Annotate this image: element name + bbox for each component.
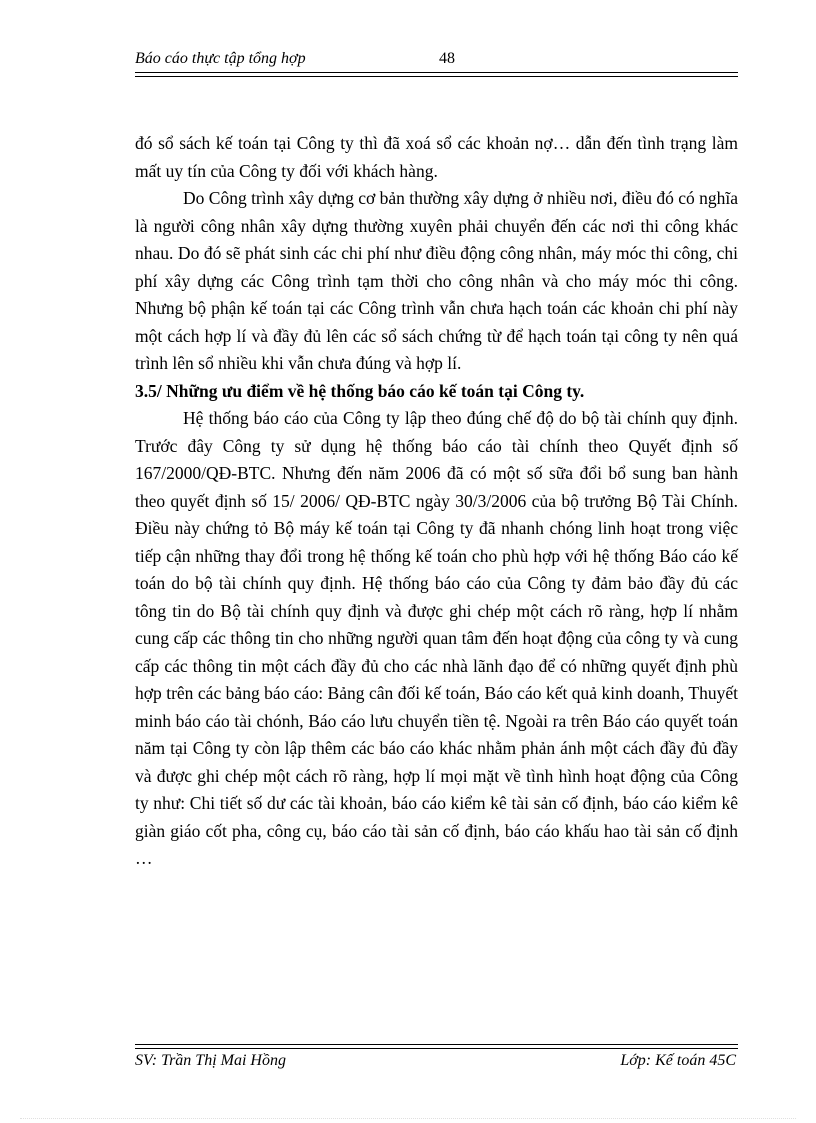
- page-number: 48: [439, 50, 455, 67]
- paragraph: đó sổ sách kế toán tại Công ty thì đã xoá sổ các khoản nợ… dẫn đến tình trạng làm mất uy tín của Công ty đối với khách hàng.: [135, 133, 738, 181]
- footer-divider: [135, 1044, 738, 1049]
- paragraph: Hệ thống báo cáo của Công ty lập theo đúng chế độ do bộ tài chính quy định. Trước đây Công ty sử dụng hệ thống báo cáo tài chính theo Quyết định số 167/2000/QĐ-BTC. Nhưng đến năm 2006 đã có một số sữa đổi bổ sung ban hành theo quyết định số 15/ 2006/ QĐ-BTC ngày 30/3/2006 của bộ trưởng Bộ Tài Chính. Điều này chứng tỏ Bộ máy kế toán tại Công ty đã nhanh chóng linh hoạt trong việc tiếp cận những thay đổi trong hệ thống kế toán cho phù hợp với hệ thống Báo cáo kế toán do bộ tài chính quy định. Hệ thống báo cáo của Công ty đảm bảo đầy đủ các tông tin do Bộ tài chính quy định và được ghi chép một cách rõ ràng, hợp lí nhằm cung cấp các thông tin cho những người quan tâm đến hoạt động của công ty và cung cấp các thông tin một cách đầy đủ cho các nhà lãnh đạo để có những quyết định phù hợp trên các bảng báo cáo: Bảng cân đối kế toán, Báo cáo kết quả kinh doanh, Thuyết minh báo cáo tài chónh, Báo cáo lưu chuyển tiền tệ. Ngoài ra trên Báo cáo quyết toán năm tại Công ty còn lập thêm các báo cáo khác nhằm phản ánh một cách đầy đủ đầy và được ghi chép một cách rõ ràng, hợp lí mọi mặt về tình hình hoạt động của Công ty như: Chi tiết số dư các tài khoản, báo cáo kiểm kê tài sản cố định, báo cáo kiểm kê giàn giáo cốt pha, công cụ, báo cáo tài sản cố định, báo cáo khấu hao tài sản cố định …: [135, 408, 738, 868]
- section-heading: 3.5/ Những ưu điểm về hệ thống báo cáo kế toán tại Công ty.: [135, 380, 585, 401]
- document-title: Báo cáo thực tập tổng hợp: [135, 50, 306, 67]
- class-name: Lớp: Kế toán 45C: [620, 1052, 736, 1069]
- paragraph: Do Công trình xây dựng cơ bản thường xây dựng ở nhiều nơi, điều đó có nghĩa là người công nhân xây dựng thường xuyên phải chuyển đến các nơi thi công khác nhau. Do đó sẽ phát sinh các chi phí như điều động công nhân, máy móc thi công, chi phí xây dựng các Công trình tạm thời cho công nhân và cho máy móc thi công. Nhưng bộ phận kế toán tại các Công trình vẫn chưa hạch toán các khoản chi phí này một cách hợp lí và đầy đủ lên các sổ sách chứng từ để hạch toán tại công ty nên quá trình lên sổ nhiều khi vẫn chưa đúng và hợp lí.: [135, 188, 738, 373]
- page-header: [135, 50, 738, 72]
- header-divider: [135, 72, 738, 77]
- page-edge: [20, 1118, 796, 1119]
- page-footer: [135, 1052, 738, 1076]
- document-body: [135, 130, 738, 873]
- student-name: SV: Trần Thị Mai Hồng: [135, 1052, 286, 1069]
